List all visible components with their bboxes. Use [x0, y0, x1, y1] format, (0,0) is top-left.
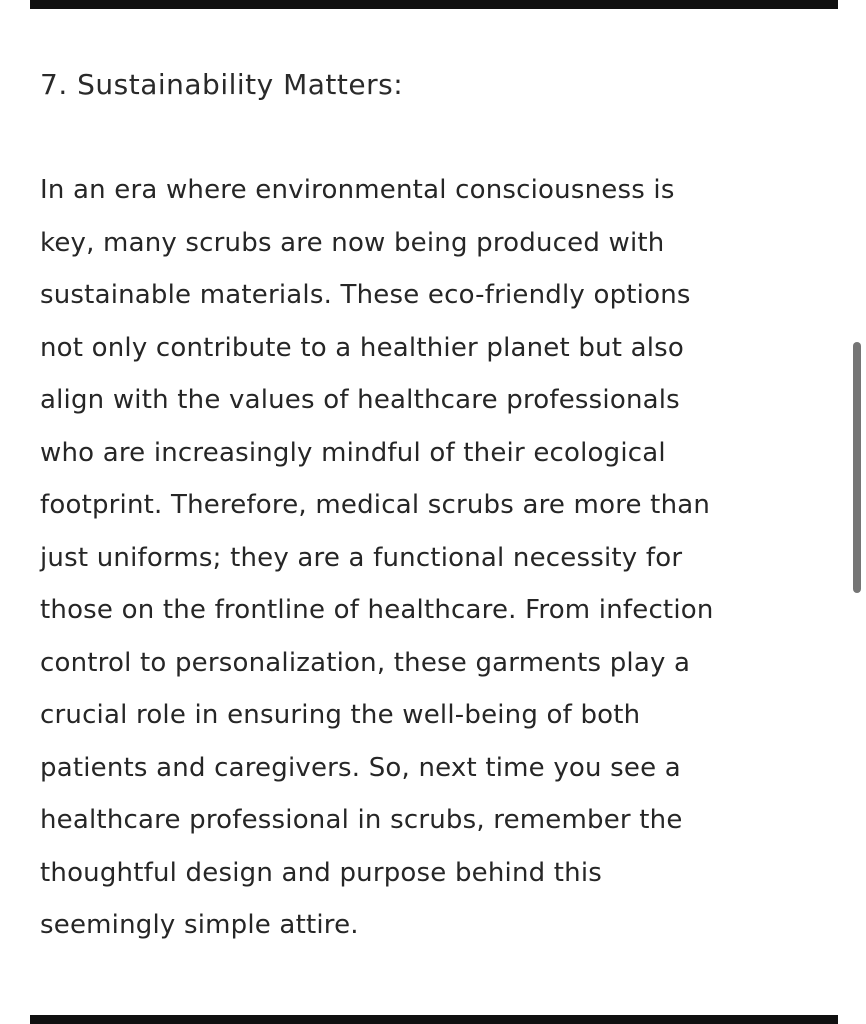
- text-line: control to personalization, these garments play a: [40, 647, 691, 678]
- text-line: patients and caregivers. So, next time you see a: [40, 752, 681, 783]
- text-line: In an era where environmental consciousness is: [40, 175, 675, 205]
- text-line: just uniforms; they are a functional necessity for: [40, 542, 683, 573]
- text-line: key, many scrubs are now being produced with: [40, 227, 665, 258]
- text-line: seemingly simple attire.: [40, 910, 359, 940]
- text-line: crucial role in ensuring the well-being of both: [40, 700, 641, 730]
- article-header: [40, 65, 826, 105]
- text-line: those on the frontline of healthcare. From infection: [40, 595, 714, 625]
- text-line: healthcare professional in scrubs, remember the: [40, 805, 683, 835]
- text-line: footprint. Therefore, medical scrubs are more than: [40, 490, 711, 520]
- scrollbar-thumb[interactable]: [853, 342, 861, 593]
- article-body: [40, 164, 840, 952]
- bottom-edge-bar: [30, 1015, 838, 1024]
- text-line: align with the values of healthcare professionals: [40, 385, 680, 415]
- text-line: sustainable materials. These eco-friendly options: [40, 280, 691, 310]
- text-line: who are increasingly mindful of their ecological: [40, 437, 666, 468]
- text-line: thoughtful design and purpose behind this: [40, 857, 603, 888]
- section-heading: 7. Sustainability Matters:: [40, 68, 404, 101]
- top-edge-bar: [30, 0, 838, 9]
- text-line: not only contribute to a healthier planet but also: [40, 332, 685, 363]
